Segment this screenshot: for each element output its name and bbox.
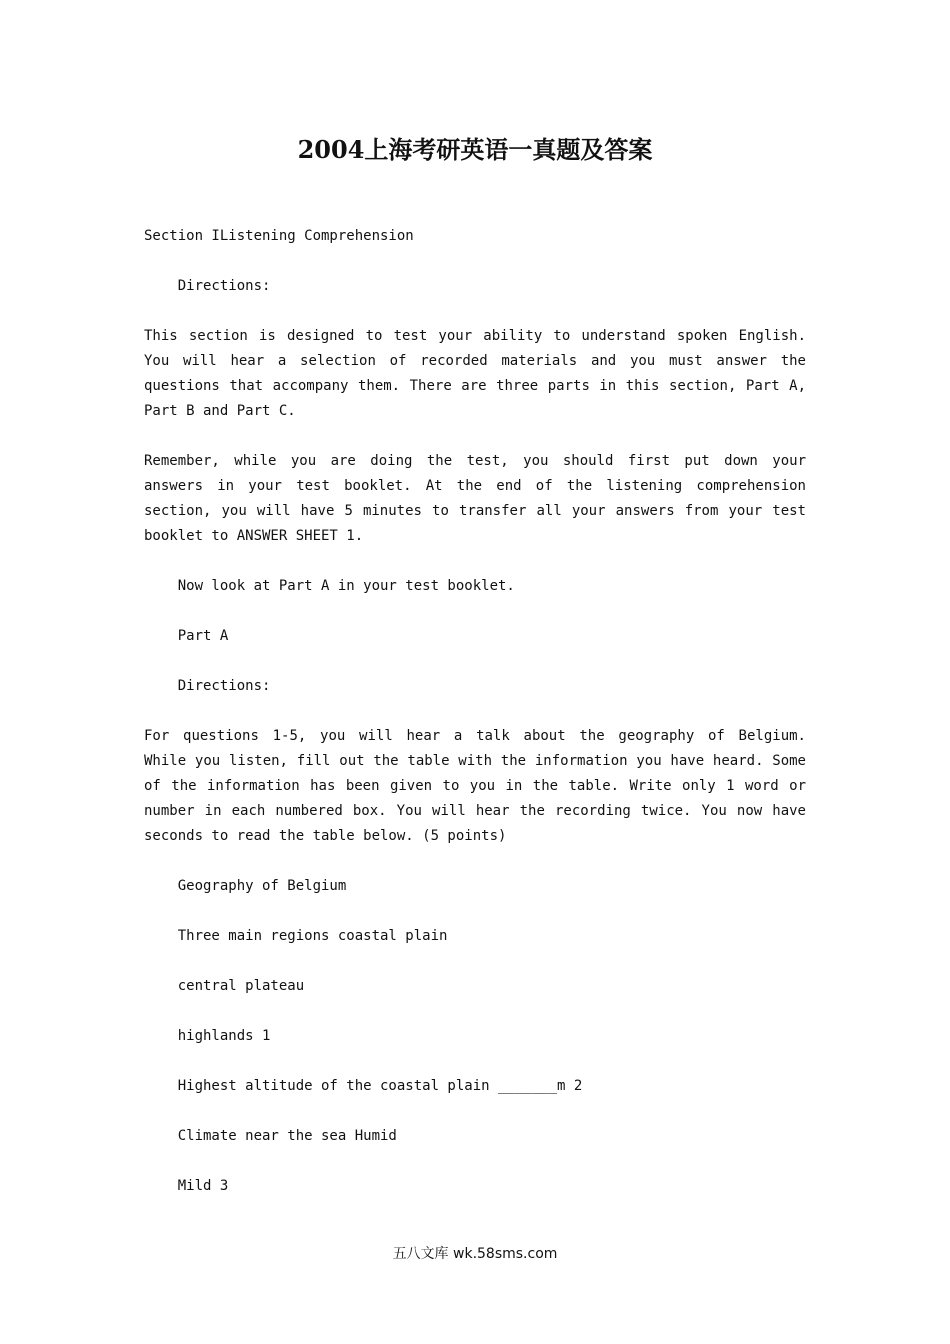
instruction-line: Now look at Part A in your test booklet. [144,578,515,594]
paragraph-line: of the information has been given to you in the table. Write only 1 word or [144,778,806,794]
paragraph-line: You will hear a selection of recorded materials and you must answer the [144,353,806,369]
table-row: Climate near the sea Humid [144,1128,397,1144]
table-row: Three main regions coastal plain [144,928,448,944]
paragraph-line: section, you will have 5 minutes to transfer all your answers from your test [144,503,806,519]
paragraph-line: questions that accompany them. There are three parts in this section, Part A, [144,378,806,394]
paragraph-line: For questions 1-5, you will hear a talk about the geography of Belgium. [144,728,806,744]
paragraph-line: While you listen, fill out the table with the information you have heard. Some [144,753,806,769]
table-row: central plateau [144,978,305,994]
section-heading: Section IListening Comprehension [144,228,414,244]
table-title: Geography of Belgium [144,878,347,894]
page-title: 2004上海考研英语一真题及答案 [297,135,653,164]
table-row: Mild 3 [144,1178,229,1194]
paragraph-line: number in each numbered box. You will hear the recording twice. You now have [144,803,806,819]
part-heading: Part A [144,628,229,644]
paragraph-line: This section is designed to test your ability to understand spoken English. [144,328,806,344]
paragraph-line: Part B and Part C. [144,403,296,419]
paragraph-line: answers in your test booklet. At the end of the listening comprehension [144,478,806,494]
paragraph-line: Remember, while you are doing the test, you should first put down your [144,453,806,469]
paragraph-line: booklet to ANSWER SHEET 1. [144,528,364,544]
document-body [144,224,806,1199]
table-row: Highest altitude of the coastal plain _______m 2 [144,1078,583,1094]
paragraph-line: seconds to read the table below. (5 points) [144,828,507,844]
directions-label: Directions: [144,278,271,294]
directions-label: Directions: [144,678,271,694]
table-row: highlands 1 [144,1028,271,1044]
footer-watermark: 五八文库 wk.58sms.com [392,1246,558,1262]
